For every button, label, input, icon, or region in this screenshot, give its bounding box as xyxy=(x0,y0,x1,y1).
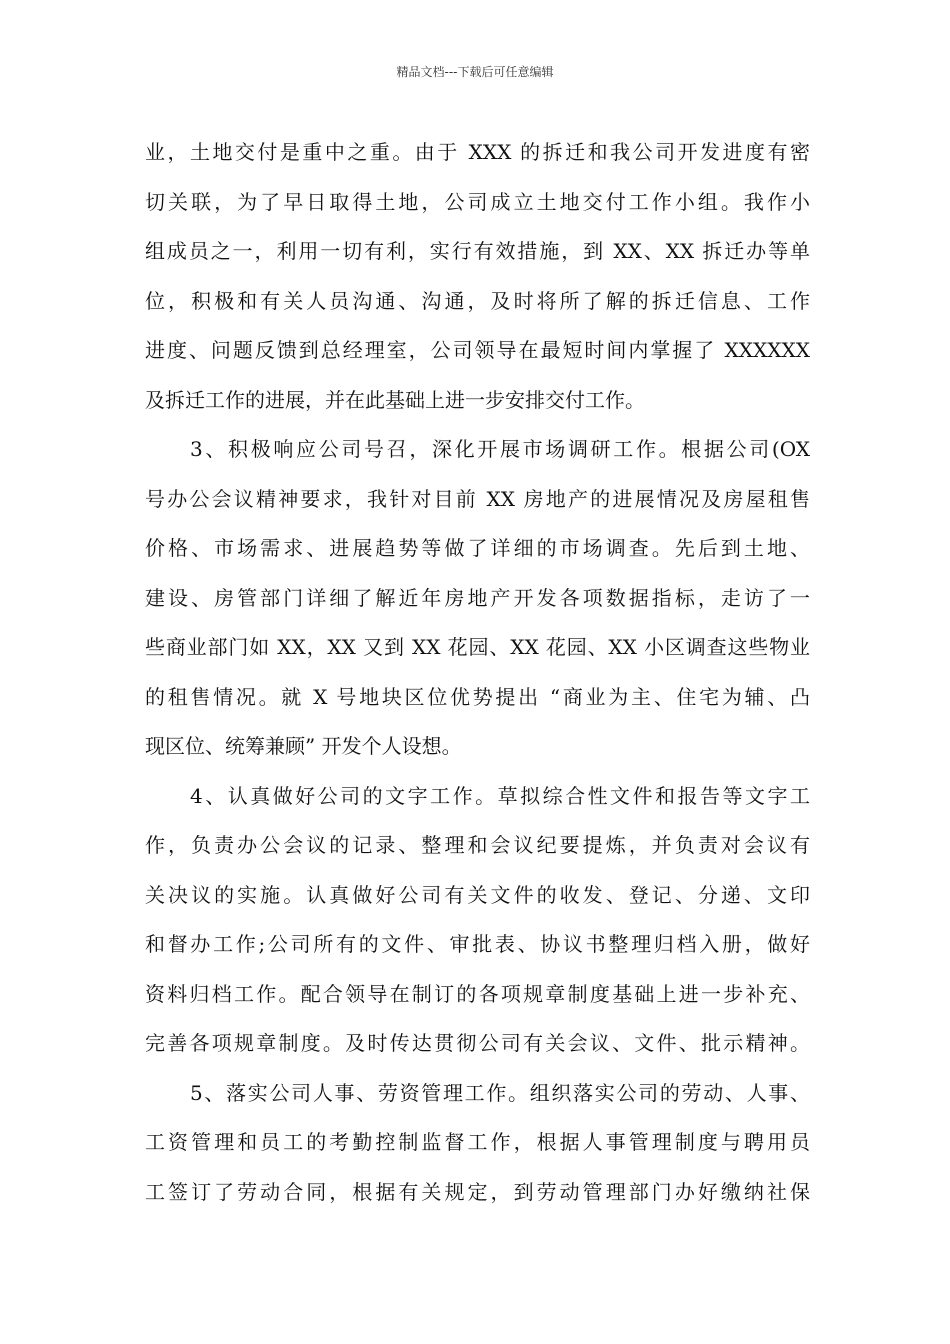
page-header: 精品文档---下载后可任意编辑 xyxy=(396,65,554,79)
text-line: 业，土地交付是重中之重。由于 XXX 的拆迁和我公司开发进度有密 xyxy=(145,140,810,164)
paragraph-start-line: 5、落实公司人事、劳资管理工作。组织落实公司的劳动、人事、 xyxy=(190,1080,810,1105)
text-line: 价格、市场需求、进展趋势等做了详细的市场调查。先后到土地、 xyxy=(145,536,810,560)
text-line: 进度、问题反馈到总经理室，公司领导在最短时间内掌握了 XXXXXX xyxy=(145,338,810,362)
text-line: 工签订了劳动合同，根据有关规定，到劳动管理部门办好缴纳社保 xyxy=(145,1179,810,1204)
text-line: 现区位、统筹兼顾” 开发个人设想。 xyxy=(145,734,462,758)
text-line: 及拆迁工作的进展，并在此基础上进一步安排交付工作。 xyxy=(145,387,645,412)
text-line: 关决议的实施。认真做好公司有关文件的收发、登记、分递、文印 xyxy=(145,882,810,907)
text-line: 切关联，为了早日取得土地，公司成立土地交付工作小组。我作小 xyxy=(145,189,810,214)
paragraph-start-line: 4、认真做好公司的文字工作。草拟综合性文件和报告等文字工 xyxy=(190,783,810,808)
text-line: 些商业部门如 XX，XX 又到 XX 花园、XX 花园、XX 小区调查这些物业 xyxy=(145,635,810,659)
text-line: 和督办工作;公司所有的文件、审批表、协议书整理归档入册，做好 xyxy=(145,932,810,956)
paragraph-start-line: 3、积极响应公司号召，深化开展市场调研工作。根据公司(OX xyxy=(190,437,810,461)
text-line: 组成员之一，利用一切有利，实行有效措施，到 XX、XX 拆迁办等单 xyxy=(145,239,810,263)
text-line: 作，负责办公会议的记录、整理和会议纪要提炼，并负责对会议有 xyxy=(145,833,810,857)
text-line: 位，积极和有关人员沟通、沟通，及时将所了解的拆迁信息、工作 xyxy=(145,288,810,313)
text-line: 号办公会议精神要求，我针对目前 XX 房地产的进展情况及房屋租售 xyxy=(145,486,810,511)
text-line: 完善各项规章制度。及时传达贯彻公司有关会议、文件、批示精神。 xyxy=(145,1031,810,1055)
text-line: 建设、房管部门详细了解近年房地产开发各项数据指标，走访了一 xyxy=(145,585,810,610)
document-body xyxy=(145,128,810,1217)
text-line: 的租售情况。就 X 号地块区位优势提出 “商业为主、住宅为辅、凸 xyxy=(145,684,810,709)
text-line: 工资管理和员工的考勤控制监督工作，根据人事管理制度与聘用员 xyxy=(145,1130,810,1154)
text-line: 资料归档工作。配合领导在制订的各项规章制度基础上进一步补充、 xyxy=(145,981,810,1006)
